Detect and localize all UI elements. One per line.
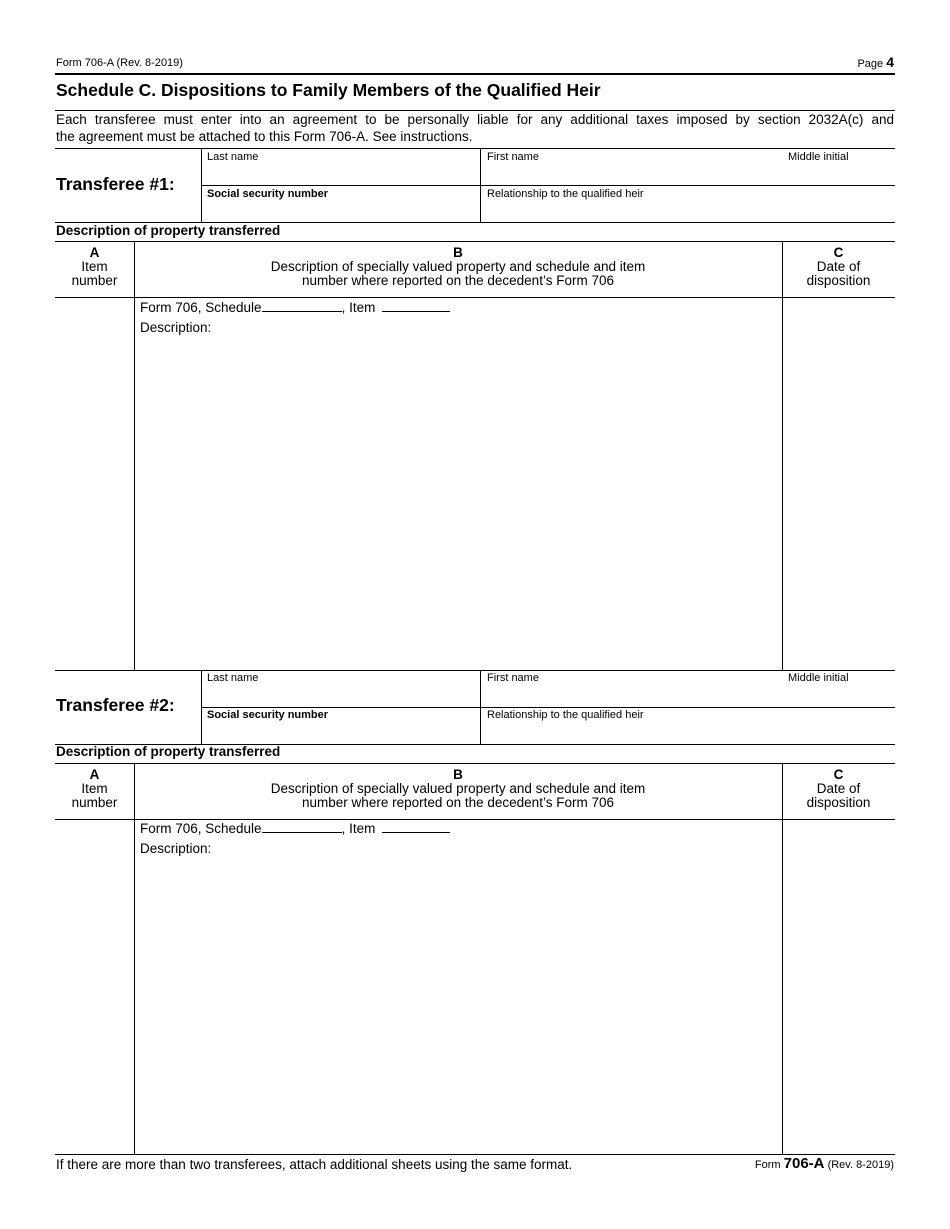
transferee-2-item-field[interactable] [382, 821, 450, 833]
page-number: 4 [886, 54, 894, 70]
transferee-1-col-b-header: B Description of specially valued property and schedule and item number where reported on the decedent’s Form 706 [270, 245, 646, 288]
transferee-1-relationship-field[interactable] [481, 200, 894, 221]
transferee-1-last-name-label: Last name [207, 151, 259, 163]
transferee-1-first-name-field[interactable] [481, 162, 781, 184]
form-header-id: Form 706-A (Rev. 8-2019) [56, 57, 183, 69]
page-label: Page [857, 58, 884, 70]
footer-form-id: Form 706-A (Rev. 8-2019) [754, 1155, 894, 1172]
transferee-2-last-name-label: Last name [207, 672, 259, 684]
transferee-2-schedule-field[interactable] [262, 821, 342, 833]
transferee-2-ssn-field[interactable] [202, 721, 479, 743]
transferee-2-date-field[interactable] [784, 821, 894, 1153]
transferee-2-schedule-line: Form 706, Schedule , Item [140, 821, 450, 836]
transferee-1-title: Transferee #1: [56, 174, 175, 194]
transferee-2-title: Transferee #2: [56, 695, 175, 715]
footer-note: If there are more than two transferees, attach additional sheets using the same format. [56, 1157, 573, 1172]
transferee-2-col-c-header: C Date of disposition [806, 767, 871, 810]
header-rule [55, 73, 895, 75]
transferee-2-first-name-field[interactable] [481, 684, 781, 706]
transferee-2-ssn-label: Social security number [207, 709, 329, 721]
transferee-2-desc-section-label: Description of property transferred [56, 744, 281, 759]
transferee-1-description-field[interactable] [138, 340, 778, 668]
transferee-2-first-name-label: First name [487, 672, 539, 684]
schedule-title: Schedule C. Dispositions to Family Members of the Qualified Heir [56, 80, 601, 100]
transferee-1-relationship-label: Relationship to the qualified heir [487, 188, 644, 200]
transferee-1-ssn-field[interactable] [202, 200, 479, 221]
page-indicator [857, 54, 894, 70]
intro-line-2: the agreement must be attached to this Form 706-A. See instructions. [56, 129, 473, 144]
transferee-2-item-number-field[interactable] [56, 821, 133, 1153]
transferee-2-description-label: Description: [140, 841, 212, 856]
transferee-2-last-name-field[interactable] [202, 684, 479, 706]
transferee-1-col-c-header: C Date of disposition [806, 245, 871, 288]
transferee-1-description-label: Description: [140, 320, 212, 335]
transferee-1-item-field[interactable] [382, 300, 450, 312]
transferee-2-col-a-header: A Item number [71, 767, 118, 810]
transferee-1-first-name-label: First name [487, 151, 539, 163]
transferee-2-description-field[interactable] [138, 861, 778, 1153]
transferee-1-middle-initial-label: Middle initial [788, 151, 849, 163]
intro-line-1: Each transferee must enter into an agreement to be personally liable for any additional taxes imposed by section 2032A(c) and [56, 112, 894, 127]
title-rule [55, 110, 895, 111]
transferee-2-middle-initial-field[interactable] [785, 684, 895, 706]
transferee-2-col-b-header: B Description of specially valued property and schedule and item number where reported on the decedent’s Form 706 [270, 767, 646, 810]
transferee-2-relationship-field[interactable] [481, 721, 894, 743]
transferee-1-schedule-field[interactable] [262, 300, 342, 312]
transferee-1-ssn-label: Social security number [207, 188, 329, 200]
transferee-1-col-a-header: A Item number [71, 245, 118, 288]
transferee-1-date-field[interactable] [784, 299, 894, 669]
transferee-1-desc-section-label: Description of property transferred [56, 223, 281, 238]
transferee-1-schedule-line: Form 706, Schedule , Item [140, 300, 450, 315]
transferee-2-relationship-label: Relationship to the qualified heir [487, 709, 644, 721]
transferee-1-item-number-field[interactable] [56, 299, 133, 669]
transferee-2-middle-initial-label: Middle initial [788, 672, 849, 684]
transferee-1-middle-initial-field[interactable] [785, 162, 895, 184]
transferee-1-last-name-field[interactable] [202, 162, 479, 184]
